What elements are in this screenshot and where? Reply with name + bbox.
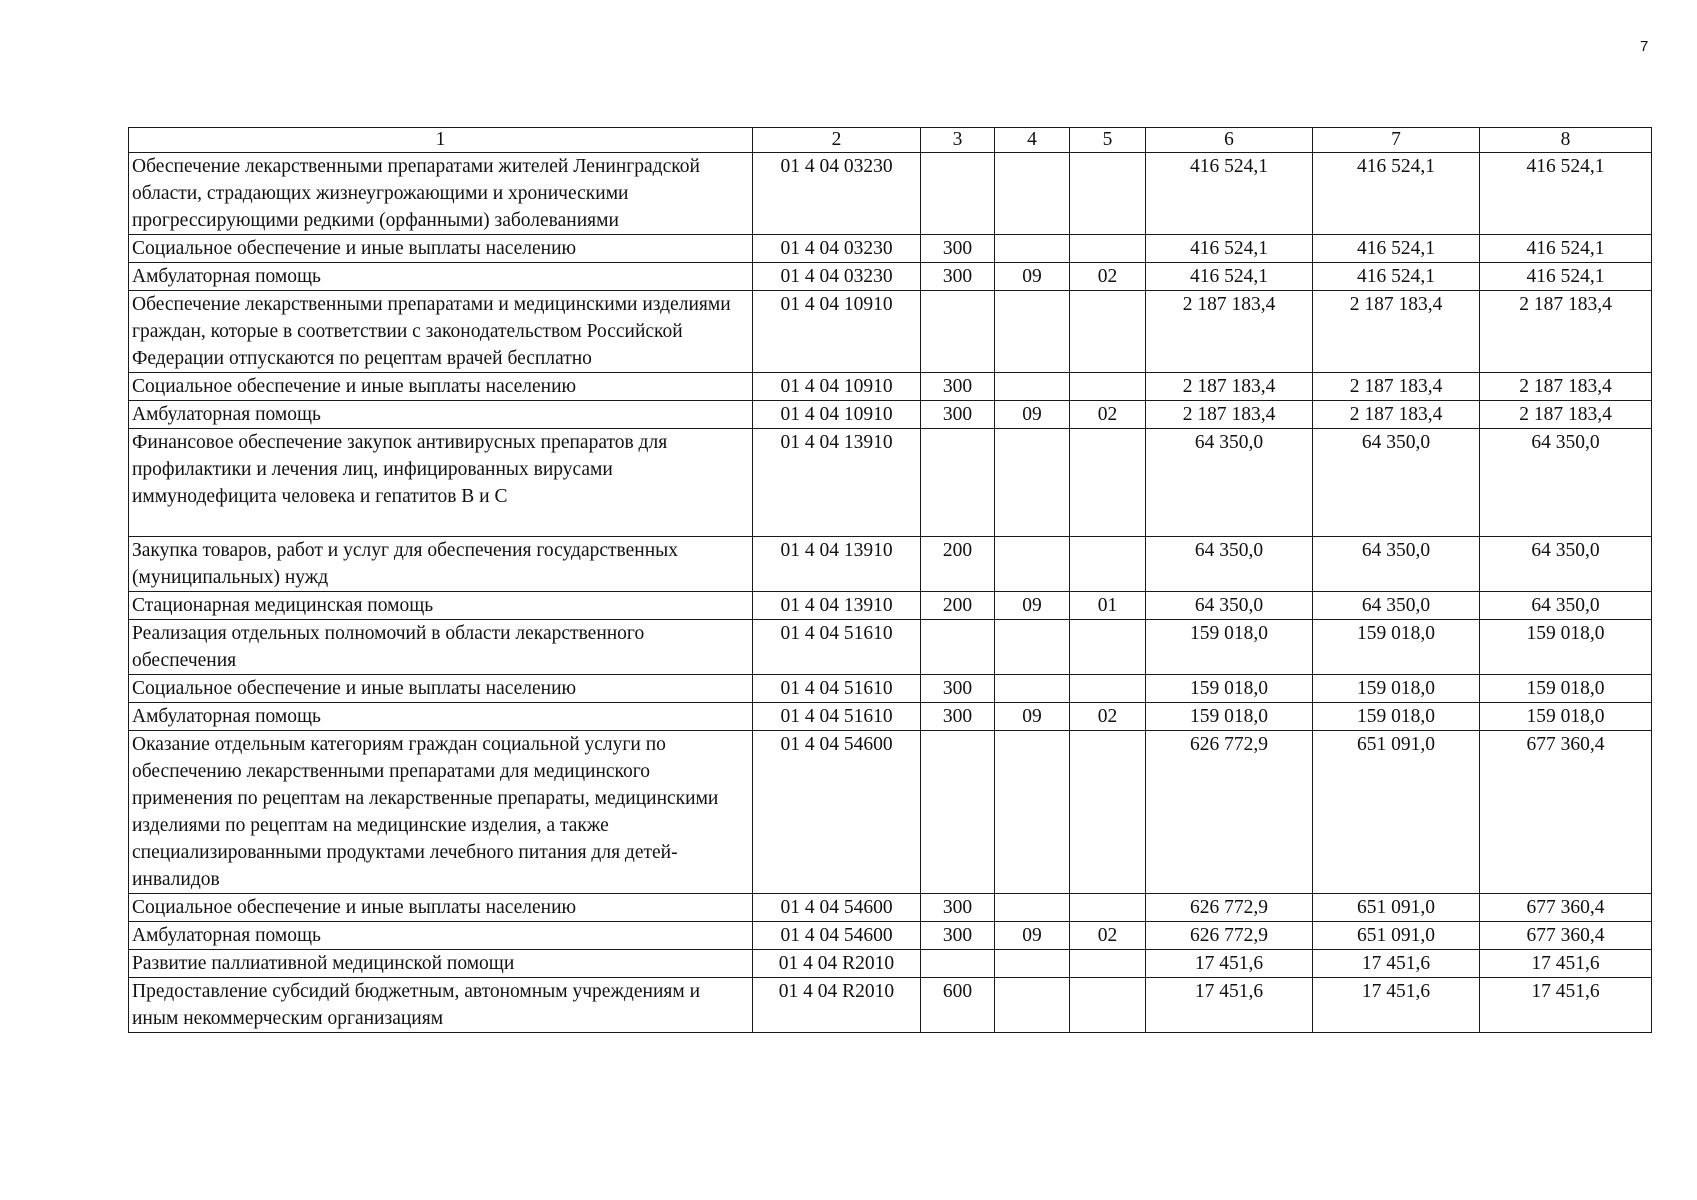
- row-name-cell: Социальное обеспечение и иные выплаты населению: [129, 373, 753, 401]
- row-col5-cell: 02: [1070, 922, 1146, 950]
- header-cell-4: 4: [995, 128, 1070, 153]
- row-value6-cell: 626 772,9: [1146, 731, 1313, 894]
- row-value7-cell: 651 091,0: [1313, 894, 1480, 922]
- row-col5-cell: [1070, 235, 1146, 263]
- table-row: [129, 291, 1652, 373]
- row-value8-cell: 159 018,0: [1480, 620, 1652, 675]
- row-name-cell: Обеспечение лекарственными препаратами и медицинскими изделиями граждан, которые в соответствии с законодательством Российской Федерации отпускаются по рецептам врачей бесплатно: [129, 291, 753, 373]
- row-name-cell: Амбулаторная помощь: [129, 703, 753, 731]
- row-col3-cell: 600: [921, 978, 995, 1033]
- row-col4-cell: 09: [995, 703, 1070, 731]
- table-row: [129, 153, 1652, 235]
- row-value7-cell: 416 524,1: [1313, 235, 1480, 263]
- row-value7-cell: 159 018,0: [1313, 620, 1480, 675]
- row-col3-cell: [921, 950, 995, 978]
- row-col4-cell: [995, 950, 1070, 978]
- row-value7-cell: 651 091,0: [1313, 731, 1480, 894]
- row-value7-cell: 17 451,6: [1313, 950, 1480, 978]
- table-row: [129, 950, 1652, 978]
- row-col4-cell: [995, 429, 1070, 537]
- row-col5-cell: [1070, 537, 1146, 592]
- row-name-cell: Реализация отдельных полномочий в области лекарственного обеспечения: [129, 620, 753, 675]
- row-value7-cell: 2 187 183,4: [1313, 373, 1480, 401]
- row-col5-cell: [1070, 620, 1146, 675]
- row-code-cell: 01 4 04 13910: [753, 592, 921, 620]
- row-value8-cell: 64 350,0: [1480, 592, 1652, 620]
- row-col4-cell: [995, 373, 1070, 401]
- table-row: [129, 235, 1652, 263]
- table-row: [129, 620, 1652, 675]
- table-row: [129, 922, 1652, 950]
- row-col3-cell: 300: [921, 703, 995, 731]
- row-code-cell: 01 4 04 51610: [753, 675, 921, 703]
- row-col4-cell: [995, 675, 1070, 703]
- table-row: [129, 373, 1652, 401]
- row-value6-cell: 416 524,1: [1146, 235, 1313, 263]
- row-value8-cell: 159 018,0: [1480, 675, 1652, 703]
- budget-table: [128, 127, 1652, 1033]
- row-name-cell: Амбулаторная помощь: [129, 263, 753, 291]
- table-row: [129, 401, 1652, 429]
- row-col5-cell: [1070, 153, 1146, 235]
- row-col4-cell: [995, 537, 1070, 592]
- row-col5-cell: [1070, 429, 1146, 537]
- row-col5-cell: 02: [1070, 263, 1146, 291]
- row-code-cell: 01 4 04 54600: [753, 922, 921, 950]
- row-value8-cell: 416 524,1: [1480, 263, 1652, 291]
- row-col4-cell: 09: [995, 263, 1070, 291]
- row-name-cell: Предоставление субсидий бюджетным, автономным учреждениям и иным некоммерческим организациям: [129, 978, 753, 1033]
- row-col5-cell: [1070, 978, 1146, 1033]
- row-code-cell: 01 4 04 03230: [753, 153, 921, 235]
- row-value6-cell: 17 451,6: [1146, 950, 1313, 978]
- row-value8-cell: 159 018,0: [1480, 703, 1652, 731]
- row-value8-cell: 2 187 183,4: [1480, 373, 1652, 401]
- row-col3-cell: [921, 620, 995, 675]
- row-col4-cell: [995, 235, 1070, 263]
- row-value6-cell: 2 187 183,4: [1146, 401, 1313, 429]
- row-name-cell: Социальное обеспечение и иные выплаты населению: [129, 235, 753, 263]
- row-col3-cell: 200: [921, 537, 995, 592]
- header-cell-1: 1: [129, 128, 753, 153]
- row-value8-cell: 17 451,6: [1480, 950, 1652, 978]
- row-col5-cell: [1070, 731, 1146, 894]
- row-col3-cell: 300: [921, 263, 995, 291]
- row-value7-cell: 159 018,0: [1313, 703, 1480, 731]
- row-col5-cell: [1070, 894, 1146, 922]
- row-code-cell: 01 4 04 10910: [753, 291, 921, 373]
- row-col5-cell: [1070, 950, 1146, 978]
- row-col5-cell: 02: [1070, 703, 1146, 731]
- row-code-cell: 01 4 04 R2010: [753, 950, 921, 978]
- row-name-cell: Амбулаторная помощь: [129, 401, 753, 429]
- row-col4-cell: 09: [995, 592, 1070, 620]
- row-value6-cell: 17 451,6: [1146, 978, 1313, 1033]
- row-col5-cell: [1070, 373, 1146, 401]
- row-value8-cell: 677 360,4: [1480, 922, 1652, 950]
- row-value6-cell: 416 524,1: [1146, 153, 1313, 235]
- row-col3-cell: 300: [921, 675, 995, 703]
- table-row: [129, 731, 1652, 894]
- row-name-cell: Финансовое обеспечение закупок антивирусных препаратов для профилактики и лечения лиц, инфицированных вирусами иммунодефицита человека и гепатитов В и С: [129, 429, 753, 537]
- row-value6-cell: 416 524,1: [1146, 263, 1313, 291]
- header-cell-7: 7: [1313, 128, 1480, 153]
- table-row: [129, 675, 1652, 703]
- row-name-cell: Амбулаторная помощь: [129, 922, 753, 950]
- row-value7-cell: 159 018,0: [1313, 675, 1480, 703]
- row-value7-cell: 416 524,1: [1313, 153, 1480, 235]
- row-value6-cell: 2 187 183,4: [1146, 373, 1313, 401]
- row-code-cell: 01 4 04 51610: [753, 620, 921, 675]
- row-code-cell: 01 4 04 13910: [753, 537, 921, 592]
- row-col3-cell: [921, 291, 995, 373]
- row-value6-cell: 626 772,9: [1146, 922, 1313, 950]
- row-code-cell: 01 4 04 13910: [753, 429, 921, 537]
- header-row: [129, 128, 1652, 153]
- row-code-cell: 01 4 04 10910: [753, 373, 921, 401]
- row-value8-cell: 2 187 183,4: [1480, 291, 1652, 373]
- header-cell-6: 6: [1146, 128, 1313, 153]
- table-row: [129, 703, 1652, 731]
- header-cell-8: 8: [1480, 128, 1652, 153]
- row-value6-cell: 159 018,0: [1146, 703, 1313, 731]
- header-cell-2: 2: [753, 128, 921, 153]
- row-code-cell: 01 4 04 54600: [753, 731, 921, 894]
- row-col4-cell: 09: [995, 401, 1070, 429]
- row-col5-cell: [1070, 675, 1146, 703]
- row-col5-cell: [1070, 291, 1146, 373]
- row-value6-cell: 2 187 183,4: [1146, 291, 1313, 373]
- row-col3-cell: 300: [921, 401, 995, 429]
- row-value8-cell: 2 187 183,4: [1480, 401, 1652, 429]
- row-col3-cell: [921, 429, 995, 537]
- row-code-cell: 01 4 04 54600: [753, 894, 921, 922]
- table-row: [129, 978, 1652, 1033]
- table-row: [129, 537, 1652, 592]
- table-row: [129, 894, 1652, 922]
- table-row: [129, 592, 1652, 620]
- row-col3-cell: 300: [921, 894, 995, 922]
- row-value6-cell: 626 772,9: [1146, 894, 1313, 922]
- row-value8-cell: 64 350,0: [1480, 429, 1652, 537]
- row-value8-cell: 64 350,0: [1480, 537, 1652, 592]
- row-value6-cell: 64 350,0: [1146, 537, 1313, 592]
- row-name-cell: Развитие паллиативной медицинской помощи: [129, 950, 753, 978]
- row-col3-cell: [921, 153, 995, 235]
- row-value7-cell: 64 350,0: [1313, 537, 1480, 592]
- row-col4-cell: [995, 978, 1070, 1033]
- table-body: [129, 153, 1652, 1033]
- row-code-cell: 01 4 04 51610: [753, 703, 921, 731]
- row-name-cell: Социальное обеспечение и иные выплаты населению: [129, 894, 753, 922]
- row-value7-cell: 651 091,0: [1313, 922, 1480, 950]
- row-value7-cell: 2 187 183,4: [1313, 401, 1480, 429]
- row-code-cell: 01 4 04 03230: [753, 263, 921, 291]
- row-col3-cell: 200: [921, 592, 995, 620]
- row-value8-cell: 677 360,4: [1480, 894, 1652, 922]
- row-code-cell: 01 4 04 10910: [753, 401, 921, 429]
- row-name-cell: Обеспечение лекарственными препаратами жителей Ленинградской области, страдающих жизнеугрожающими и хроническими прогрессирующими редкими (орфанными) заболеваниями: [129, 153, 753, 235]
- row-value7-cell: 416 524,1: [1313, 263, 1480, 291]
- row-value8-cell: 416 524,1: [1480, 153, 1652, 235]
- row-col3-cell: 300: [921, 373, 995, 401]
- row-value8-cell: 17 451,6: [1480, 978, 1652, 1033]
- page-number: 7: [1640, 38, 1649, 55]
- row-col4-cell: [995, 731, 1070, 894]
- row-col4-cell: [995, 894, 1070, 922]
- row-col4-cell: [995, 620, 1070, 675]
- row-name-cell: Оказание отдельным категориям граждан социальной услуги по обеспечению лекарственными препаратами для медицинского применения по рецептам на лекарственные препараты, медицинскими изделиями по рецептам на медицинские изделия, а также специализированными продуктами лечебного питания для детей-инвалидов: [129, 731, 753, 894]
- row-col5-cell: 02: [1070, 401, 1146, 429]
- table-row: [129, 429, 1652, 537]
- row-name-cell: Закупка товаров, работ и услуг для обеспечения государственных (муниципальных) нужд: [129, 537, 753, 592]
- row-col3-cell: 300: [921, 235, 995, 263]
- table-row: [129, 263, 1652, 291]
- row-col4-cell: [995, 291, 1070, 373]
- row-value7-cell: 64 350,0: [1313, 592, 1480, 620]
- header-cell-5: 5: [1070, 128, 1146, 153]
- row-value8-cell: 677 360,4: [1480, 731, 1652, 894]
- row-code-cell: 01 4 04 R2010: [753, 978, 921, 1033]
- row-value7-cell: 2 187 183,4: [1313, 291, 1480, 373]
- row-col5-cell: 01: [1070, 592, 1146, 620]
- row-code-cell: 01 4 04 03230: [753, 235, 921, 263]
- row-name-cell: Социальное обеспечение и иные выплаты населению: [129, 675, 753, 703]
- row-value6-cell: 159 018,0: [1146, 620, 1313, 675]
- row-value7-cell: 17 451,6: [1313, 978, 1480, 1033]
- row-value6-cell: 64 350,0: [1146, 592, 1313, 620]
- row-col4-cell: [995, 153, 1070, 235]
- row-col3-cell: [921, 731, 995, 894]
- row-col4-cell: 09: [995, 922, 1070, 950]
- row-name-cell: Стационарная медицинская помощь: [129, 592, 753, 620]
- row-value8-cell: 416 524,1: [1480, 235, 1652, 263]
- row-value6-cell: 64 350,0: [1146, 429, 1313, 537]
- row-value7-cell: 64 350,0: [1313, 429, 1480, 537]
- row-value6-cell: 159 018,0: [1146, 675, 1313, 703]
- header-cell-3: 3: [921, 128, 995, 153]
- row-col3-cell: 300: [921, 922, 995, 950]
